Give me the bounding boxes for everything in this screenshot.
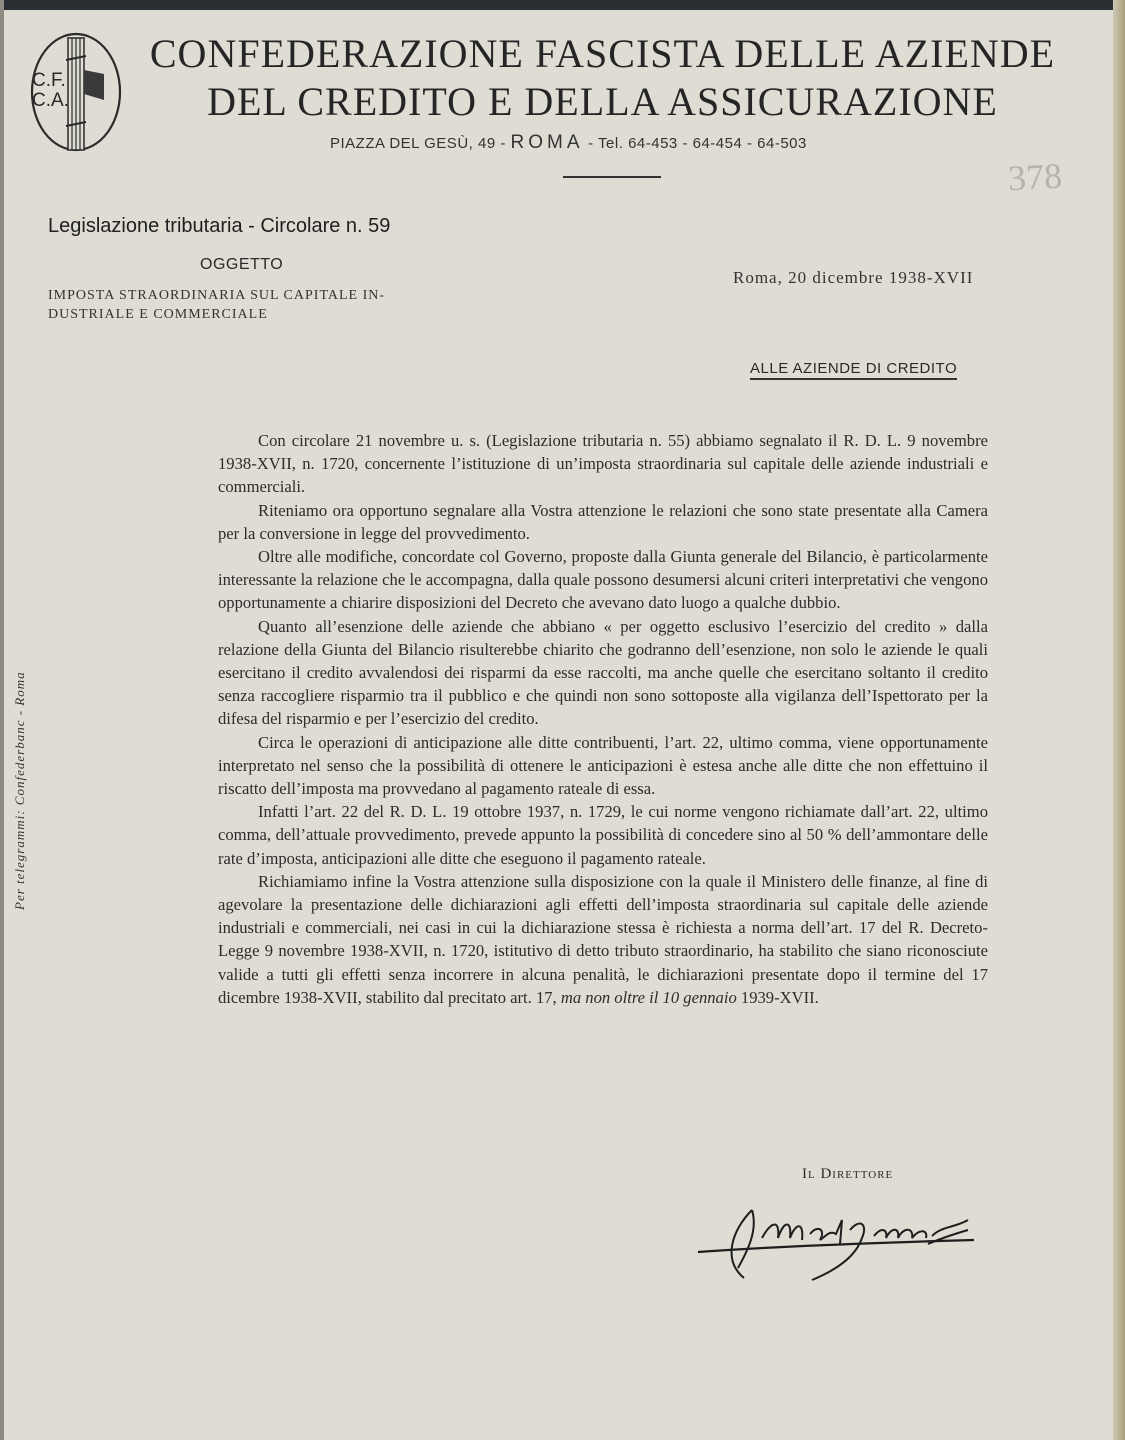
handwritten-signature — [692, 1190, 982, 1290]
letter-body — [218, 429, 988, 1009]
body-paragraph: Quanto all’esenzione delle aziende che abbiano « per oggetto esclusivo l’esercizio del credito » dalla relazione della Giunta del Bilancio risulterebbe chiarito che godranno dell’esenzione, non solo le aziende le quali esercitano il credito avvalendosi dei risparmi da esse raccolti, ma anche quelle che esercitano soltanto il credito senza raccogliere risparmio tra il pubblico e che quindi non sono sottoposte alla vigilanza dell’Ispettorato per la difesa del risparmio e per l’esercizio del credito. — [218, 616, 988, 729]
organization-name-line1: CONFEDERAZIONE FASCISTA DELLE AZIENDE — [149, 31, 1056, 76]
organization-name-line2: DEL CREDITO E DELLA ASSICURAZIONE — [207, 79, 998, 124]
addressee: ALLE AZIENDE DI CREDITO — [750, 360, 957, 380]
circular-category: Legislazione tributaria - Circolare n. 59 — [48, 215, 391, 237]
address-street: PIAZZA DEL GESÙ, 49 - — [330, 135, 511, 152]
svg-text:C.A.: C.A. — [32, 90, 69, 111]
body-paragraph: Con circolare 21 novembre u. s. (Legislazione tributaria n. 55) abbiamo segnalato il R. D. L. 9 novembre 1938-XVII, n. 1720, concernente l’istituzione di un’imposta straordinaria sul capitale delle aziende industriali e commerciali. — [218, 431, 988, 497]
letter-date: Roma, 20 dicembre 1938-XVII — [733, 268, 974, 287]
svg-text:C.F.: C.F. — [32, 70, 66, 91]
scan-right-edge — [1113, 0, 1125, 1440]
body-paragraph: Infatti l’art. 22 del R. D. L. 19 ottobre 1937, n. 1729, le cui norme vengono richiamate dall’art. 22, ultimo comma, dell’attuale provvedimento, prevede appunto la possibilità di concedere sino al 50 % dell’ammontare delle rate d’imposta, anticipazioni alle ditte che eseguono il pagamento rateale. — [218, 802, 988, 868]
address-phone: - Tel. 64-453 - 64-454 - 64-503 — [583, 135, 807, 152]
body-paragraph: Riteniamo ora opportuno segnalare alla Vostra attenzione le relazioni che sono state presentate alla Camera per la conversione in legge del provvedimento. — [218, 500, 988, 543]
signature-title: Il Direttore — [802, 1166, 894, 1182]
scan-left-edge — [0, 0, 4, 1440]
letterhead-address — [330, 132, 930, 154]
scan-top-band — [0, 0, 1125, 10]
body-paragraph: Oltre alle modifiche, concordate col Governo, proposte dalla Giunta generale del Bilancio, è particolarmente interessante la relazione che le accompagna, dalla quale possono desumersi alcuni criteri interpretativi che vengono opportunamente a chiarire disposizioni del Decreto che avevano dato luogo a qualche dubbio. — [218, 547, 988, 613]
body-paragraph-last — [218, 870, 988, 1009]
body-closing-date: 1939-XVII. — [736, 987, 819, 1007]
subject-label: OGGETTO — [200, 256, 284, 273]
body-italic-phrase: ma non oltre il 10 gennaio — [560, 987, 737, 1007]
telegram-address-note: Per telegrammi: Confederbanc - Roma — [12, 671, 27, 910]
letterhead-divider — [563, 176, 661, 178]
body-paragraph-text: Richiamiamo infine la Vostra attenzione sulla disposizione con la quale il Ministero delle finanze, al fine di agevolare la presentazione delle dichiarazioni agli effetti dell’imposta straordinaria sul capitale delle aziende industriali e commerciali, nei casi in cui la dichiarazione stessa è richiesta a norma dell’art. 17 del R. Decreto-Legge 9 novembre 1938-XVII, n. 1720, istitutivo di detto tributo straordinario, ha stabilito che siano riconosciute valide a tutti gli effetti senza incorrere in alcuna penalità, le dichiarazioni presentate dopo il termine del 17 dicembre 1938-XVII, stabilito dal precitato art. 17, — [218, 871, 988, 1007]
address-city: ROMA — [510, 132, 584, 153]
subject-text: IMPOSTA STRAORDINARIA SUL CAPITALE IN-DUSTRIALE E COMMERCIALE — [48, 288, 386, 322]
body-paragraph: Circa le operazioni di anticipazione alle ditte contribuenti, l’art. 22, ultimo comma, viene opportunamente interpretato nel senso che la possibilità di ottenere le anticipazioni è estesa anche alle ditte che non effettuino il riscatto dell’imposta ma provvedano al pagamento rateale di essa. — [218, 732, 988, 799]
archive-number-stamp: 378 — [1006, 155, 1064, 199]
